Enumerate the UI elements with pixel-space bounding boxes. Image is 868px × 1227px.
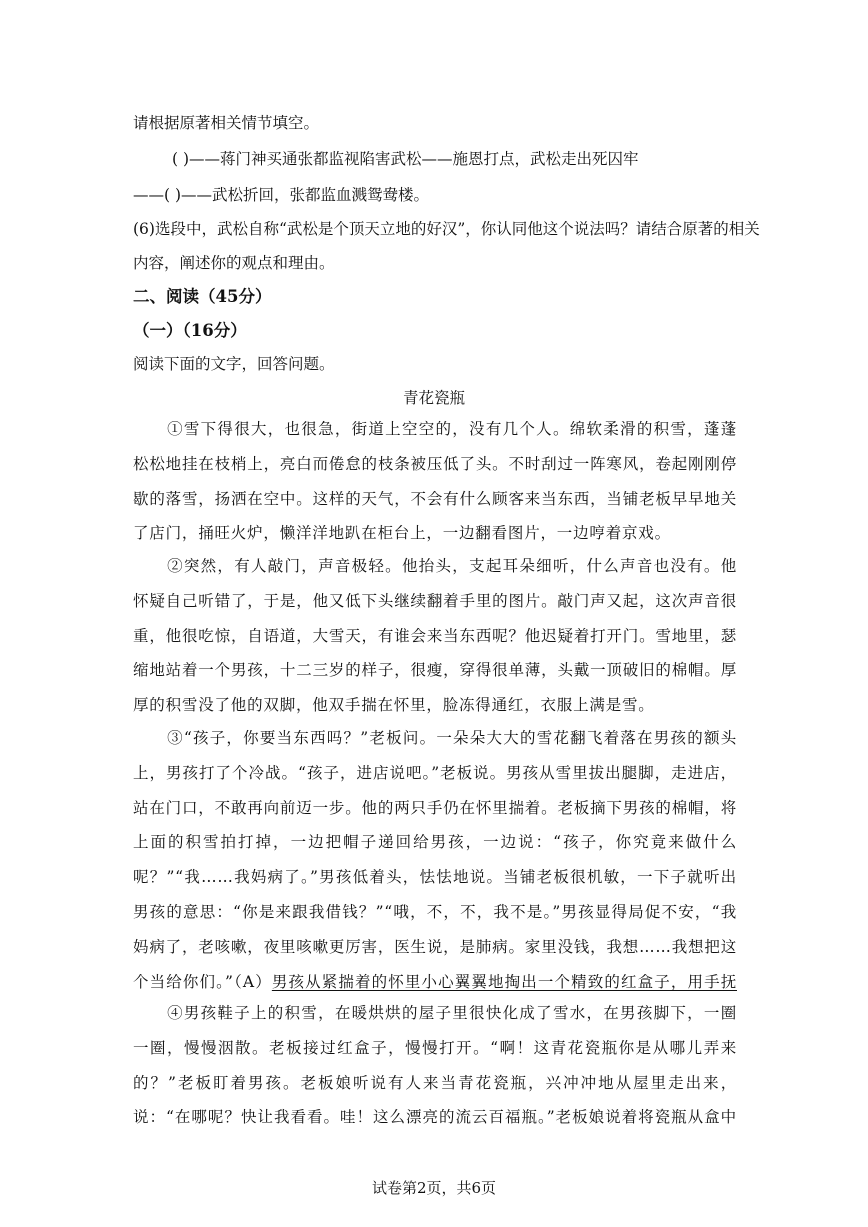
paragraph-text: ②突然，有人敲门，声音极轻。他抬头，支起耳朵细听，什么声音也没有。他怀疑自己听错了，于是，他又低下头继续翻着手里的图片。敲门声又起，这次声音很重，他很吃惊，自语道，大雪天，有谁会来当东西呢？他迟疑着打开门。雪地里，瑟缩地站着一个男孩，十二三岁的样子，很瘦，穿得很单薄，头戴一顶破旧的棉帽。厚厚的积雪没了他的双脚，他双手揣在怀里，脸冻得通红，衣服上满是雪。 bbox=[133, 557, 737, 715]
fill-in-line-1: ( )——蒋门神买通张都监视陷害武松——施恩打点，武松走出死囚牢 bbox=[172, 150, 639, 168]
article-paragraph-4 bbox=[133, 996, 737, 1135]
paragraph-text: ④男孩鞋子上的积雪，在暖烘烘的屋子里很快化成了雪水，在男孩脚下，一圈一圈，慢慢洇散。老板接过红盒子，慢慢打开。“啊！这青花瓷瓶你是从哪儿弄来的？”老板盯着男孩。老板娘听说有人来当青花瓷瓶，兴冲冲地从屋里走出来，说：“在哪呢？快让我看看。哇！这么漂亮的流云百福瓶。”老板娘说着将瓷瓶从盒中 bbox=[133, 1004, 737, 1127]
underlined-sentence-a: 男孩从紧揣着的怀里小心翼翼地掏出一个精致的红盒子，用手抚 bbox=[271, 972, 737, 991]
article-paragraph-1 bbox=[133, 412, 737, 551]
article-paragraph-3 bbox=[133, 721, 737, 999]
article-paragraph-2 bbox=[133, 549, 737, 723]
question-6-line-1: (6)选段中，武松自称“武松是个顶天立地的好汉”，你认同他这个说法吗？请结合原著的相关 bbox=[133, 220, 760, 238]
article-title: 青花瓷瓶 bbox=[402, 389, 465, 407]
paragraph-text: ①雪下得很大，也很急，街道上空空的，没有几个人。绵软柔滑的积雪，蓬蓬松松地挂在枝梢上，亮白而倦怠的枝条被压低了头。不时刮过一阵寒风，卷起刚刚停歇的落雪，扬洒在空中。这样的天气，不会有什么顾客来当东西，当铺老板早早地关了店门，捅旺火炉，懒洋洋地趴在柜台上，一边翻看图片，一边哼着京戏。 bbox=[133, 420, 737, 543]
paragraph-3-text: ③“孩子，你要当东西吗？”老板问。一朵朵大大的雪花翻飞着落在男孩的额头上，男孩打了个冷战。“孩子，进店说吧。”老板说。男孩从雪里拔出腿脚，走进店，站在门口，不敢再向前迈一步。他的两只手仍在怀里揣着。老板摘下男孩的棉帽，将上面的积雪拍打掉，一边把帽子递回给男孩，一边说：“孩子，你究竟来做什么呢？”“我……我妈病了。”男孩低着头，怯怯地说。当铺老板很机敏，一下子就听出男孩的意思：“你是来跟我借钱？”“哦，不，不，我不是。”男孩显得局促不安，“我妈病了，老咳嗽，夜里咳嗽更厉害，医生说，是肺病。家里没钱，我想……我想把这个当给你们。”（A） bbox=[133, 729, 737, 991]
fill-in-instruction: 请根据原著相关情节填空。 bbox=[133, 114, 320, 132]
page-footer: 试卷第2页，共6页 bbox=[371, 1179, 497, 1197]
section-title: 二、阅读（45分） bbox=[133, 287, 272, 306]
fill-in-line-2: ——( )——武松折回，张都监血溅鸳鸯楼。 bbox=[133, 186, 430, 204]
reading-instruction: 阅读下面的文字，回答问题。 bbox=[133, 355, 335, 373]
subsection-title: （一）（16分） bbox=[133, 321, 247, 340]
paragraph-text bbox=[133, 721, 737, 999]
question-6-line-2: 内容，阐述你的观点和理由。 bbox=[133, 254, 335, 272]
